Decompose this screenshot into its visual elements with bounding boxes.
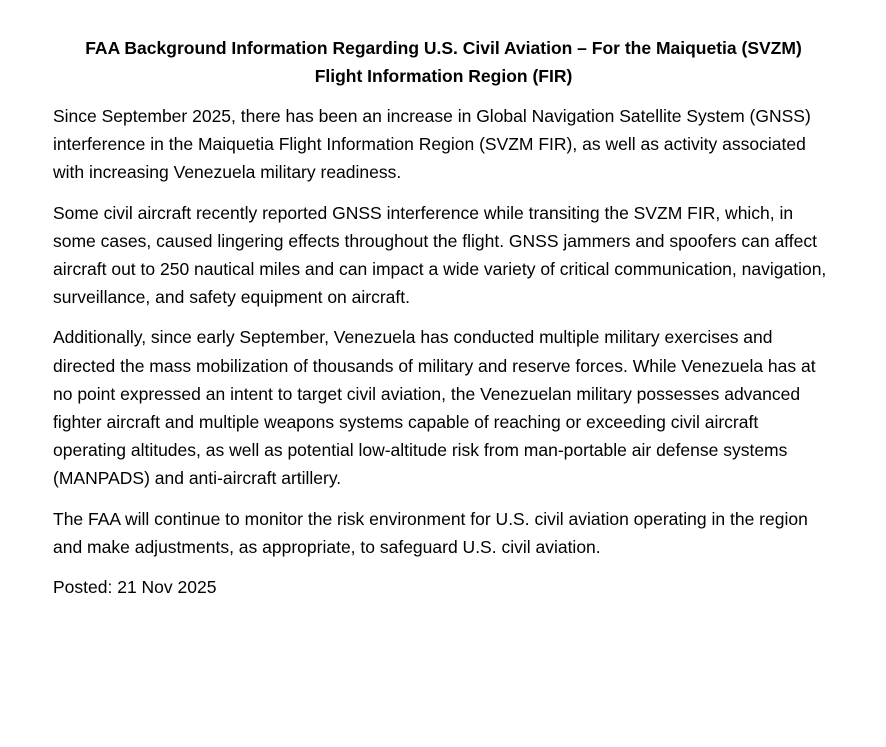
paragraph-military-exercises: Additionally, since early September, Venezuela has conducted multiple military exercises and directed the mass mobilization of thousands of military and reserve forces. While Venezuela has at no point expressed an intent to target civil aviation, the Venezuelan military possesses advanced fighter aircraft and multiple weapons systems capable of reaching or exceeding civil aircraft operating altitudes, as well as potential low-altitude risk from man-portable air defense systems (MANPADS) and anti-aircraft artillery. [53,327,816,489]
document-title-line-1: FAA Background Information Regarding U.S. Civil Aviation – For the Maiquetia (SVZM) [85,38,802,58]
posted-date: Posted: 21 Nov 2025 [53,577,217,598]
paragraph-gnss-increase: Since September 2025, there has been an increase in Global Navigation Satellite System (GNSS) interference in the Maiquetia Flight Information Region (SVZM FIR), as well as activity associated with increasing Venezuela military readiness. [53,106,811,183]
paragraph-faa-monitoring: The FAA will continue to monitor the risk environment for U.S. civil aviation operating in the region and make adjustments, as appropriate, to safeguard U.S. civil aviation. [53,508,808,557]
paragraph-gnss-interference: Some civil aircraft recently reported GNSS interference while transiting the SVZM FIR, which, in some cases, caused lingering effects throughout the flight. GNSS jammers and spoofers can affect aircraft out to 250 nautical miles and can impact a wide variety of critical communication, navigation, surveillance, and safety equipment on aircraft. [53,202,827,308]
document-title-line-2: Flight Information Region (FIR) [314,66,573,86]
document-title [53,34,834,90]
